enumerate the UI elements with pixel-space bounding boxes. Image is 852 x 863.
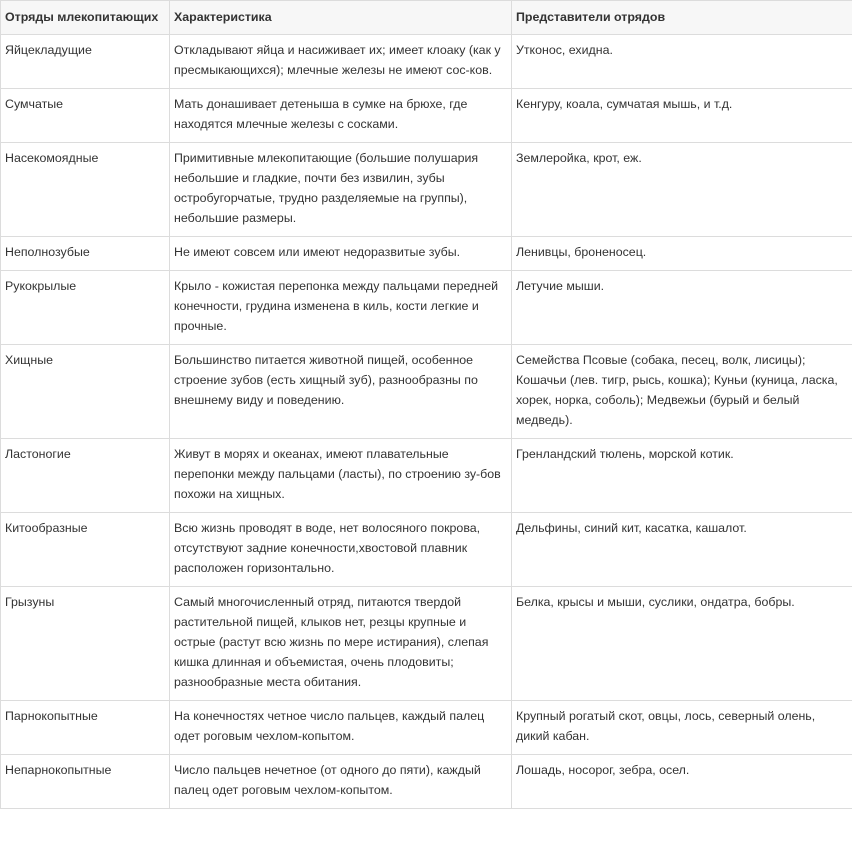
- description-cell: На конечностях четное число пальцев, каждый палец одет роговым чехлом-копытом.: [170, 701, 512, 755]
- table-row: [1, 271, 852, 345]
- representatives-cell: Кенгуру, коала, сумчатая мышь, и т.д.: [512, 89, 852, 143]
- representatives-cell: Белка, крысы и мыши, суслики, ондатра, бобры.: [512, 587, 852, 701]
- representatives-cell: Утконос, ехидна.: [512, 35, 852, 89]
- order-cell: Сумчатые: [1, 89, 170, 143]
- order-cell: Рукокрылые: [1, 271, 170, 345]
- table-row: [1, 35, 852, 89]
- description-cell: Большинство питается животной пищей, особенное строение зубов (есть хищный зуб), разнообразны по внешнему виду и поведению.: [170, 345, 512, 439]
- description-cell: Не имеют совсем или имеют недоразвитые зубы.: [170, 237, 512, 271]
- description-cell: Крыло - кожистая перепонка между пальцами передней конечности, грудина изменена в киль, кости легкие и прочные.: [170, 271, 512, 345]
- header-orders: Отряды млекопитающих: [1, 1, 170, 35]
- order-cell: Неполнозубые: [1, 237, 170, 271]
- order-cell: Насекомоядные: [1, 143, 170, 237]
- order-cell: Хищные: [1, 345, 170, 439]
- header-representatives: Представители отрядов: [512, 1, 852, 35]
- table-row: [1, 143, 852, 237]
- representatives-cell: Землеройка, крот, еж.: [512, 143, 852, 237]
- table-row: [1, 237, 852, 271]
- table-row: [1, 755, 852, 809]
- order-cell: Ластоногие: [1, 439, 170, 513]
- representatives-cell: Ленивцы, броненосец.: [512, 237, 852, 271]
- representatives-cell: Лошадь, носорог, зебра, осел.: [512, 755, 852, 809]
- table-row: [1, 587, 852, 701]
- order-cell: Китообразные: [1, 513, 170, 587]
- header-characteristic: Характеристика: [170, 1, 512, 35]
- table-row: [1, 345, 852, 439]
- table-row: [1, 513, 852, 587]
- representatives-cell: Гренландский тюлень, морской котик.: [512, 439, 852, 513]
- order-cell: Непарнокопытные: [1, 755, 170, 809]
- description-cell: Живут в морях и океанах, имеют плавательные перепонки между пальцами (ласты), по строению зу-бов похожи на хищных.: [170, 439, 512, 513]
- order-cell: Грызуны: [1, 587, 170, 701]
- description-cell: Мать донашивает детеныша в сумке на брюхе, где находятся млечные железы с сосками.: [170, 89, 512, 143]
- representatives-cell: Крупный рогатый скот, овцы, лось, северный олень, дикий кабан.: [512, 701, 852, 755]
- table-header: [1, 1, 852, 35]
- representatives-cell: Семейства Псовые (собака, песец, волк, лисицы); Кошачьи (лев. тигр, рысь, кошка); Куньи (куница, ласка, хорек, норка, соболь); Медвежьи (бурый и белый медведь).: [512, 345, 852, 439]
- table-row: [1, 89, 852, 143]
- description-cell: Число пальцев нечетное (от одного до пяти), каждый палец одет роговым чехлом-копытом.: [170, 755, 512, 809]
- description-cell: Откладывают яйца и насиживает их; имеет клоаку (как у пресмыкающихся); млечные железы не имеют сос-ков.: [170, 35, 512, 89]
- description-cell: Самый многочисленный отряд, питаются твердой растительной пищей, клыков нет, резцы крупные и острые (растут всю жизнь по мере истирания), слепая кишка длинная и объемистая, очень плодовиты; разнообразные места обитания.: [170, 587, 512, 701]
- table-row: [1, 439, 852, 513]
- description-cell: Примитивные млекопитающие (большие полушария небольшие и гладкие, почти без извилин, зубы остробугорчатые, трудно разделяемые на группы), небольшие размеры.: [170, 143, 512, 237]
- table-body: [1, 35, 852, 809]
- representatives-cell: Летучие мыши.: [512, 271, 852, 345]
- representatives-cell: Дельфины, синий кит, касатка, кашалот.: [512, 513, 852, 587]
- header-row: [1, 1, 852, 35]
- description-cell: Всю жизнь проводят в воде, нет волосяного покрова, отсутствуют задние конечности,хвостовой плавник расположен горизонтально.: [170, 513, 512, 587]
- order-cell: Парнокопытные: [1, 701, 170, 755]
- table-row: [1, 701, 852, 755]
- order-cell: Яйцекладущие: [1, 35, 170, 89]
